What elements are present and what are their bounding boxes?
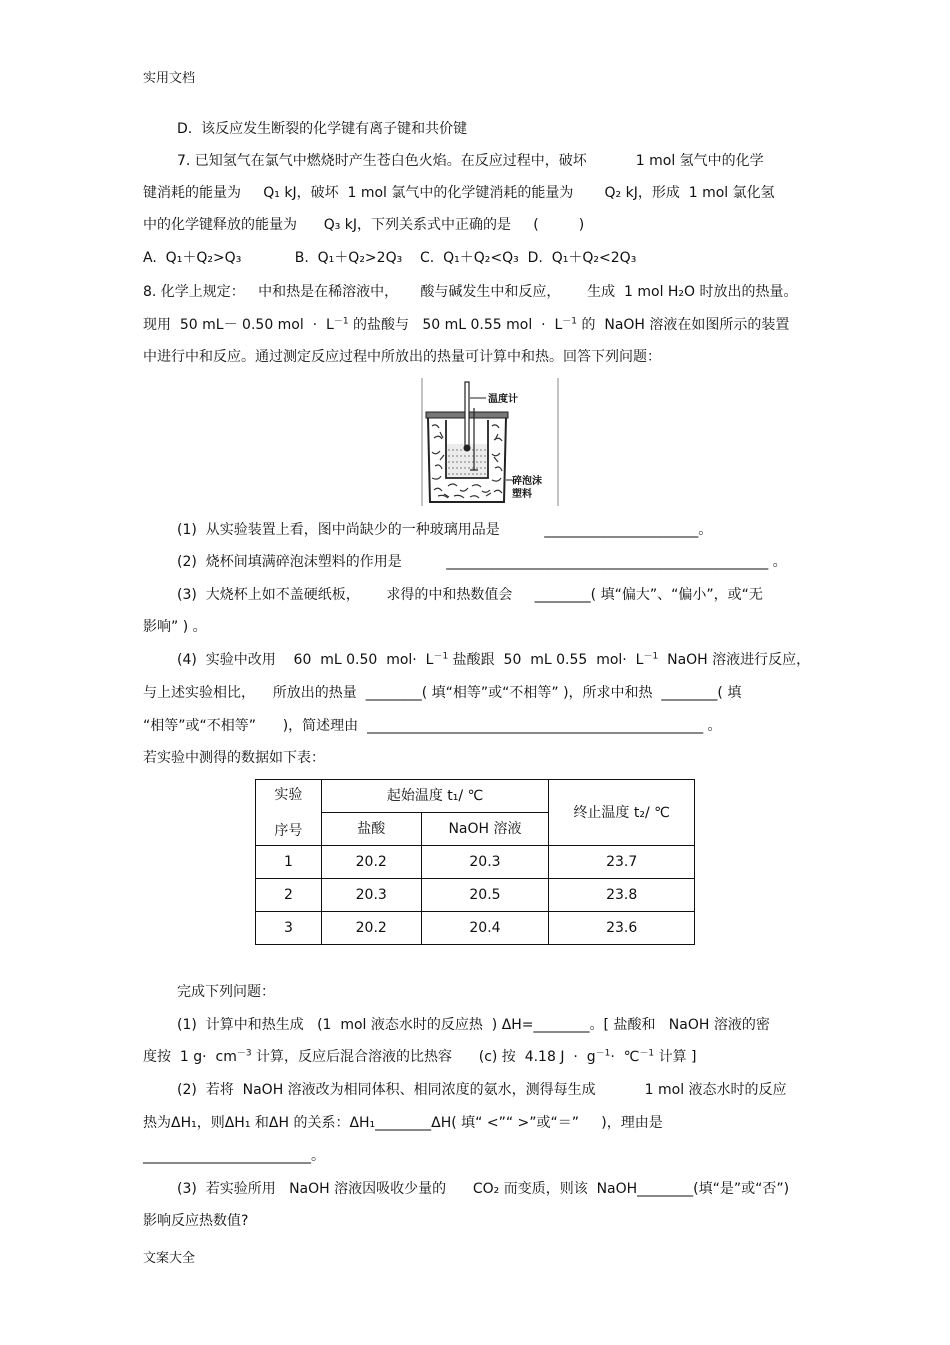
foam-label-2: 塑料 <box>512 489 532 500</box>
q8-line-3: 中进行中和反应。通过测定反应过程中所放出的热量可计算中和热。回答下列问题： <box>143 349 661 365</box>
table-row: 1 20.2 20.3 23.7 <box>256 846 695 879</box>
data-table <box>255 779 695 945</box>
q7-line-1: 7. 已知氢气在氯气中燃烧时产生苍白色火焰。在反应过程中，破坏 1 mol 氢气中的化学 <box>177 153 764 169</box>
thermometer-label: 温度计 <box>488 394 518 405</box>
page-header: 实用文档 <box>143 71 196 86</box>
q8-part-3-line-2: 影响” ) 。 <box>143 619 207 635</box>
foam-label-1: 碎泡沫 <box>512 476 542 487</box>
header-end-temp: 终止温度 t₂/ ℃ <box>549 780 695 846</box>
q8-line-1: 8. 化学上规定： 中和热是在稀溶液中， 酸与碱发生中和反应， 生成 1 mol H₂O 时放出的热量。 <box>143 284 798 300</box>
table-row: 3 20.2 20.4 23.6 <box>256 912 695 945</box>
page-footer: 文案大全 <box>143 1251 196 1266</box>
q7-line-3: 中的化学键释放的能量为 Q₃ kJ，下列关系式中正确的是 ( ) <box>143 217 585 233</box>
header-hcl: 盐酸 <box>321 813 421 846</box>
q8-part-1: (1) 从实验装置上看，图中尚缺少的一种玻璃用品是 ______________________。 <box>177 522 713 538</box>
q6-option-d: D. 该反应发生断裂的化学键有离子键和共价键 <box>177 121 468 137</box>
followup-q2-line-3: ________________________。 <box>143 1148 325 1164</box>
header-experiment-no: 实验 序号 <box>256 780 322 846</box>
q8-part-2: (2) 烧杯间填满碎泡沫塑料的作用是 ______________________________________________ 。 <box>177 554 787 570</box>
followup-q1-line-1: (1) 计算中和热生成 (1 mol 液态水时的反应热 ) ΔH=________。[ 盐酸和 NaOH 溶液的密 <box>177 1017 770 1033</box>
q8-part-4-line-2: 与上述实验相比， 所放出的热量 ________( 填“相等”或“不相等” )，所求中和热 ________( 填 <box>143 685 742 701</box>
followup-q2-line-1: (2) 若将 NaOH 溶液改为相同体积、相同浓度的氨水，测得每生成 1 mol 液态水时的反应 <box>177 1082 787 1098</box>
followup-q1-line-2: 度按 1 $g\cdot cm^{-3}$ 计算，反应后混合溶液的比热容 (c) 按 4.18 $J \cdot g^{-1}\cdot$ ℃$^{-1}$ 计算 ] <box>143 1048 697 1065</box>
header-start-temp: 起始温度 t₁/ ℃ <box>321 780 549 813</box>
q8-part-4-line-1: (4) 实验中改用 60 mL 0.50 $mol\cdot L^{-1}$ 盐酸跟 50 mL 0.55 $mol\cdot L^{-1}$ NaOH 溶液进行反应， <box>177 651 811 668</box>
followup-q2-line-2: 热为ΔH₁，则ΔH₁ 和ΔH 的关系：ΔH₁________ΔH( 填“ <”“ >”或“＝” )，理由是 <box>143 1115 663 1131</box>
calorimeter-figure <box>420 378 560 508</box>
q8-part-3-line-1: (3) 大烧杯上如不盖硬纸板， 求得的中和热数值会 ________( 填“偏大”、“偏小”，或“无 <box>177 587 763 603</box>
followup-title: 完成下列问题： <box>177 984 275 1000</box>
table-intro: 若实验中测得的数据如下表： <box>143 750 325 766</box>
q8-line-2: 现用 50 mL－ 0.50 mol · $L^{-1}$ 的盐酸与 50 mL 0.55 mol · $L^{-1}$ 的 NaOH 溶液在如图所示的装置 <box>143 316 790 333</box>
followup-q3-line-2: 影响反应热数值? <box>143 1213 249 1229</box>
calorimeter-diagram <box>420 378 560 508</box>
table-row: 2 20.3 20.5 23.8 <box>256 879 695 912</box>
q7-line-2: 键消耗的能量为 Q₁ kJ，破坏 1 mol 氯气中的化学键消耗的能量为 Q₂ kJ，形成 1 mol 氯化氢 <box>143 185 775 201</box>
followup-q3-line-1: (3) 若实验所用 NaOH 溶液因吸收少量的 CO₂ 而变质，则该 NaOH________(填“是”或“否”) <box>177 1181 790 1197</box>
header-naoh: NaOH 溶液 <box>421 813 549 846</box>
q8-part-4-line-3: “相等”或“不相等” )，简述理由 ________________________________________________ 。 <box>143 718 722 734</box>
q7-options: A. Q₁＋Q₂>Q₃ B. Q₁＋Q₂>2Q₃ C. Q₁＋Q₂<Q₃ D. Q₁＋Q₂<2Q₃ <box>143 250 637 266</box>
